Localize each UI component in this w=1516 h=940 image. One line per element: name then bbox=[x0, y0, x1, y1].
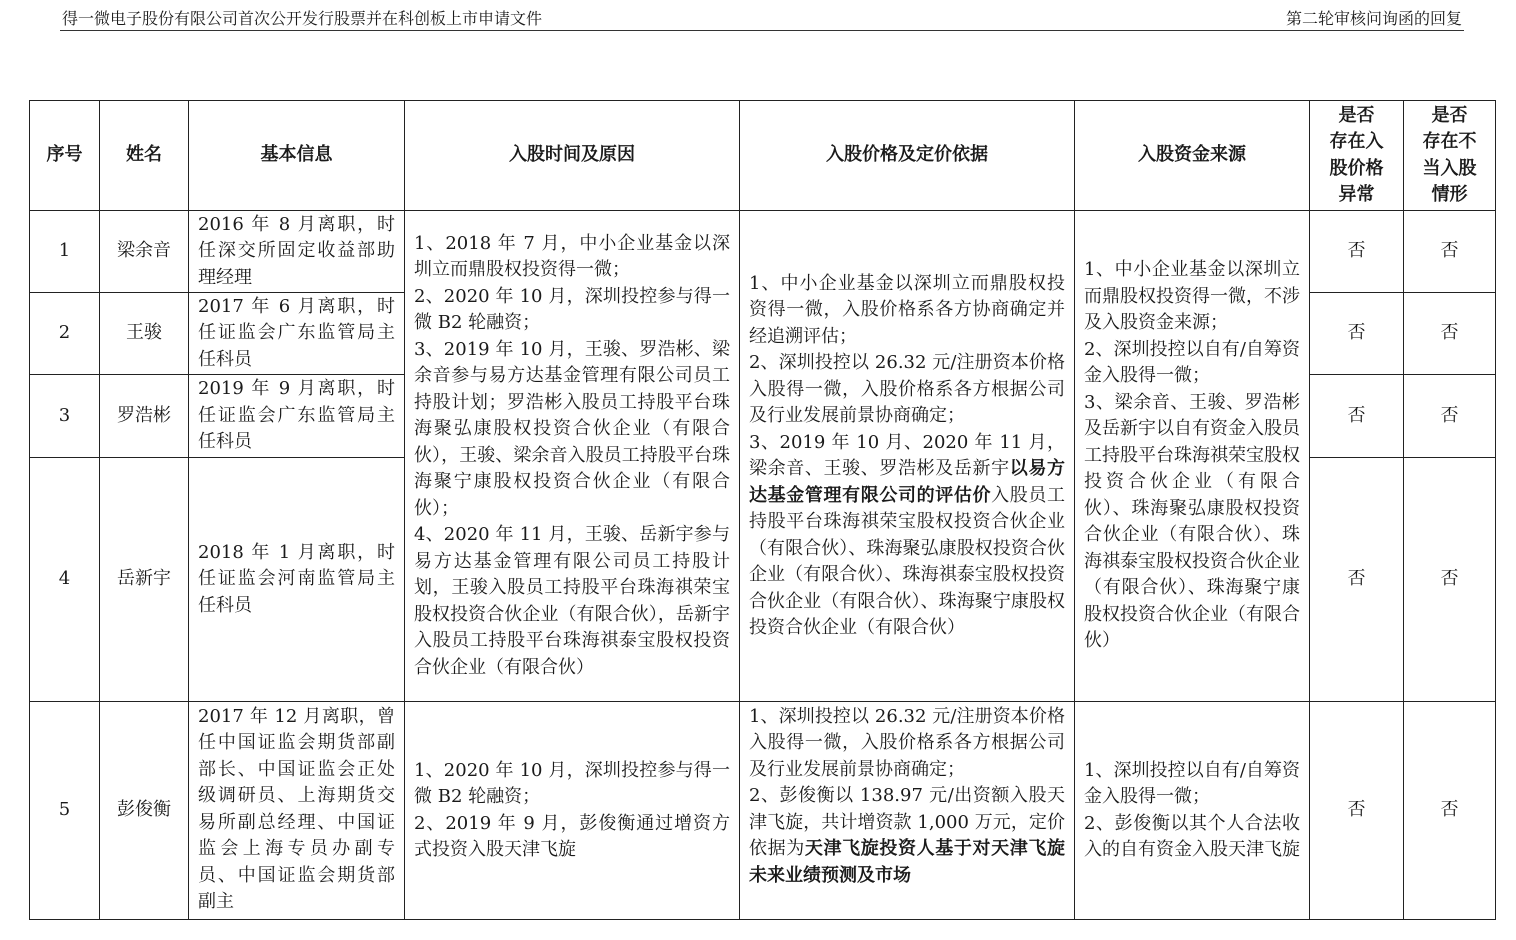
price-text-2: 入股员工持股平台珠海祺荣宝股权投资合伙企业（有限合伙）、珠海聚弘康股权投资合伙企业（有限合伙）、珠海祺泰宝股权投资合伙企业（有限合伙）、珠海聚宁康股权投资合伙企业（有限合伙） bbox=[749, 484, 1065, 638]
row-price-abnormal: 否 bbox=[1310, 458, 1404, 702]
row-improper: 否 bbox=[1404, 375, 1496, 458]
price-basis-text bbox=[749, 704, 1065, 918]
row-name: 王骏 bbox=[100, 293, 189, 375]
row-basic-info bbox=[189, 702, 405, 920]
row-number: 4 bbox=[30, 458, 100, 702]
row-name: 彭俊衡 bbox=[100, 702, 189, 920]
table-row bbox=[30, 211, 1496, 293]
table-header-row bbox=[30, 101, 1496, 211]
row-basic-info: 2019 年 9 月离职，时任证监会广东监管局主任科员 bbox=[189, 375, 405, 458]
row-number: 2 bbox=[30, 293, 100, 375]
row-basic-info: 2017 年 6 月离职，时任证监会广东监管局主任科员 bbox=[189, 293, 405, 375]
row-name: 罗浩彬 bbox=[100, 375, 189, 458]
row-improper: 否 bbox=[1404, 458, 1496, 702]
header-rule bbox=[60, 30, 1464, 31]
row-price-abnormal: 否 bbox=[1310, 293, 1404, 375]
col-header-price-basis: 入股价格及定价依据 bbox=[740, 101, 1075, 211]
price-text-1: 1、深圳投控以 26.32 元/注册资本价格入股得一微，入股价格系各方根据公司及行业发展前景协商确定； 2、彭俊衡以 138.97 元/出资额入股天津飞旋，共计增资款 1,000 万元，定价依据为 bbox=[749, 705, 1065, 859]
group-time-reason: 1、2018 年 7 月，中小企业基金以深圳立而鼎股权投资得一微； 2、2020 年 10 月，深圳投控参与得一微 B2 轮融资； 3、2019 年 10 月，王骏、罗浩彬、梁余音参与易方达基金管理有限公司员工持股计划；罗浩彬入股员工持股平台珠海聚弘康股权投资合伙企业（有限合伙），王骏、梁余音入股员工持股平台珠海聚宁康股权投资合伙企业（有限合伙）； 4、2020 年 11 月，王骏、岳新宇参与易方达基金管理有限公司员工持股计划，王骏入股员工持股平台珠海祺荣宝股权投资合伙企业（有限合伙），岳新宇入股员工持股平台珠海祺泰宝股权投资合伙企业（有限合伙） bbox=[405, 211, 740, 702]
row-improper: 否 bbox=[1404, 702, 1496, 920]
price-text-bold: 天津飞旋投资人基于对天津飞旋未来业绩预测及市场 bbox=[749, 838, 1065, 886]
col-header-price-abnormal: 是否 存在入 股价格 异常 bbox=[1310, 101, 1404, 211]
row-basic-info: 2016 年 8 月离职，时任深交所固定收益部助理经理 bbox=[189, 211, 405, 293]
row-improper: 否 bbox=[1404, 211, 1496, 293]
col-header-time-reason: 入股时间及原因 bbox=[405, 101, 740, 211]
header-left-title: 得一微电子股份有限公司首次公开发行股票并在科创板上市申请文件 bbox=[62, 9, 543, 28]
col-header-fund-source: 入股资金来源 bbox=[1075, 101, 1310, 211]
row-price-abnormal: 否 bbox=[1310, 702, 1404, 920]
row-price-abnormal: 否 bbox=[1310, 375, 1404, 458]
col-header-info: 基本信息 bbox=[189, 101, 405, 211]
price-text-1: 1、中小企业基金以深圳立而鼎股权投资得一微，入股价格系各方协商确定并经追溯评估； 2、深圳投控以 26.32 元/注册资本价格入股得一微，入股价格系各方根据公司及行业发展前景协商确定； 3、2019 年 10 月、2020 年 11 月，梁余音、王骏、罗浩彬及岳新宇 bbox=[749, 272, 1065, 479]
row-fund-source: 1、深圳投控以自有/自筹资金入股得一微； 2、彭俊衡以其个人合法收入的自有资金入股天津飞旋 bbox=[1075, 702, 1310, 920]
basic-info-text: 2017 年 12 月离职，曾任中国证监会期货部副部长、中国证监会正处级调研员、上海期货交易所副总经理、中国证监会上海专员办副专员、中国证监会期货部副主 bbox=[198, 705, 395, 912]
row-number: 1 bbox=[30, 211, 100, 293]
table-row bbox=[30, 702, 1496, 920]
row-improper: 否 bbox=[1404, 293, 1496, 375]
row-name: 梁余音 bbox=[100, 211, 189, 293]
col-header-improper: 是否 存在不 当入股 情形 bbox=[1404, 101, 1496, 211]
row-time-reason: 1、2020 年 10 月，深圳投控参与得一微 B2 轮融资； 2、2019 年 9 月，彭俊衡通过增资方式投资入股天津飞旋 bbox=[405, 702, 740, 920]
price-text-bold: 以易方达基金管理有限公司的评估价 bbox=[749, 458, 1065, 506]
row-number: 5 bbox=[30, 702, 100, 920]
header-right-title: 第二轮审核问询函的回复 bbox=[1285, 9, 1462, 28]
col-header-name: 姓名 bbox=[100, 101, 189, 211]
row-basic-info: 2018 年 1 月离职，时任证监会河南监管局主任科员 bbox=[189, 458, 405, 702]
group-fund-source: 1、中小企业基金以深圳立而鼎股权投资得一微，不涉及入股资金来源； 2、深圳投控以自有/自筹资金入股得一微； 3、梁余音、王骏、罗浩彬及岳新宇以自有资金入股员工持股平台珠海祺荣宝股权投资合伙企业（有限合伙）、珠海聚弘康股权投资合伙企业（有限合伙）、珠海祺泰宝股权投资合伙企业（有限合伙）、珠海聚宁康股权投资合伙企业（有限合伙） bbox=[1075, 211, 1310, 702]
col-header-no: 序号 bbox=[30, 101, 100, 211]
row-name: 岳新宇 bbox=[100, 458, 189, 702]
shareholder-table bbox=[29, 100, 1496, 920]
row-price-basis bbox=[740, 702, 1075, 920]
group-price-basis bbox=[740, 211, 1075, 702]
row-number: 3 bbox=[30, 375, 100, 458]
row-price-abnormal: 否 bbox=[1310, 211, 1404, 293]
